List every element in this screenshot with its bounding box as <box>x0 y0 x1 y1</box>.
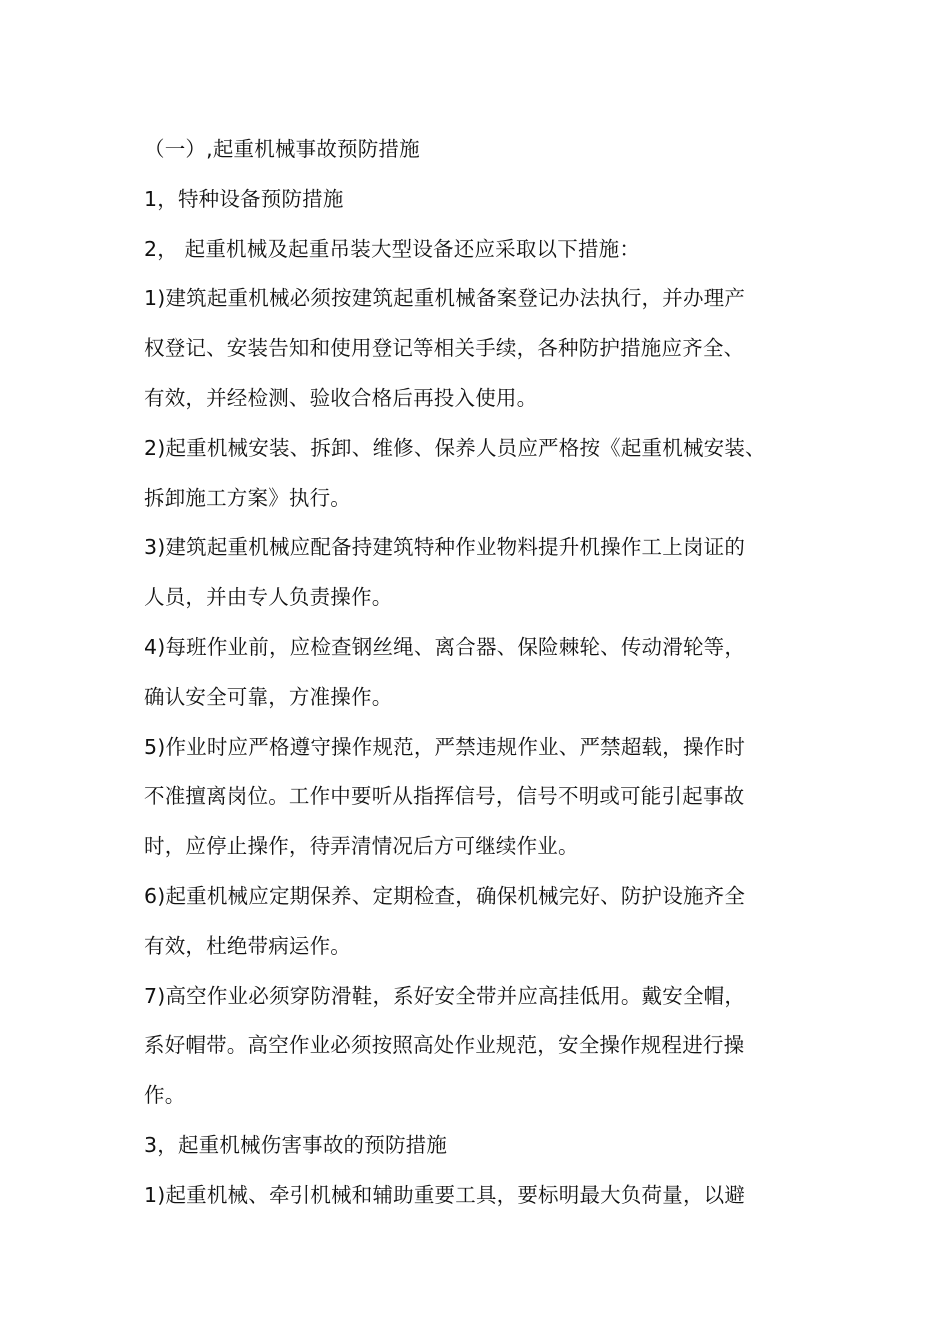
subsection-heading: 2， 起重机械及起重吊装大型设备还应采取以下措施： <box>144 236 641 261</box>
section-heading: （一）,起重机械事故预防措施 <box>144 137 420 161</box>
paragraph-line: 4)每班作业前，应检查钢丝绳、离合器、保险棘轮、传动滑轮等， <box>144 634 746 659</box>
paragraph-line: 不准擅离岗位。工作中要听从指挥信号，信号不明或可能引起事故 <box>144 784 745 809</box>
document-body <box>144 125 824 1221</box>
paragraph-line: 权登记、安装告知和使用登记等相关手续，各种防护措施应齐全、 <box>144 336 745 361</box>
paragraph-line: 确认安全可靠，方准操作。 <box>144 684 393 709</box>
paragraph-line: 2)起重机械安装、拆卸、维修、保养人员应严格按《起重机械安装、 <box>144 435 766 460</box>
paragraph-line: 有效，杜绝带病运作。 <box>144 933 351 958</box>
paragraph-line: 有效，并经检测、验收合格后再投入使用。 <box>144 385 538 410</box>
paragraph-line: 作。 <box>144 1083 186 1108</box>
paragraph-line: 系好帽带。高空作业必须按照高处作业规范，安全操作规程进行操 <box>144 1033 745 1058</box>
subsection-heading: 3，起重机械伤害事故的预防措施 <box>144 1132 448 1157</box>
paragraph-line: 5)作业时应严格遵守操作规范，严禁违规作业、严禁超载，操作时 <box>144 734 746 759</box>
paragraph-line: 1)建筑起重机械必须按建筑起重机械备案登记办法执行，并办理产 <box>144 286 746 311</box>
subsection-heading: 1，特种设备预防措施 <box>144 186 344 211</box>
paragraph-line: 3)建筑起重机械应配备持建筑特种作业物料提升机操作工上岗证的 <box>144 535 746 560</box>
paragraph-line: 6)起重机械应定期保养、定期检查，确保机械完好、防护设施齐全 <box>144 883 746 908</box>
paragraph-line: 7)高空作业必须穿防滑鞋，系好安全带并应高挂低用。戴安全帽， <box>144 983 746 1008</box>
paragraph-line: 1)起重机械、牵引机械和辅助重要工具，要标明最大负荷量，以避 <box>144 1182 746 1207</box>
paragraph-line: 人员，并由专人负责操作。 <box>144 585 393 610</box>
paragraph-line: 拆卸施工方案》执行。 <box>144 485 351 510</box>
paragraph-line: 时，应停止操作，待弄清情况后方可继续作业。 <box>144 834 579 859</box>
